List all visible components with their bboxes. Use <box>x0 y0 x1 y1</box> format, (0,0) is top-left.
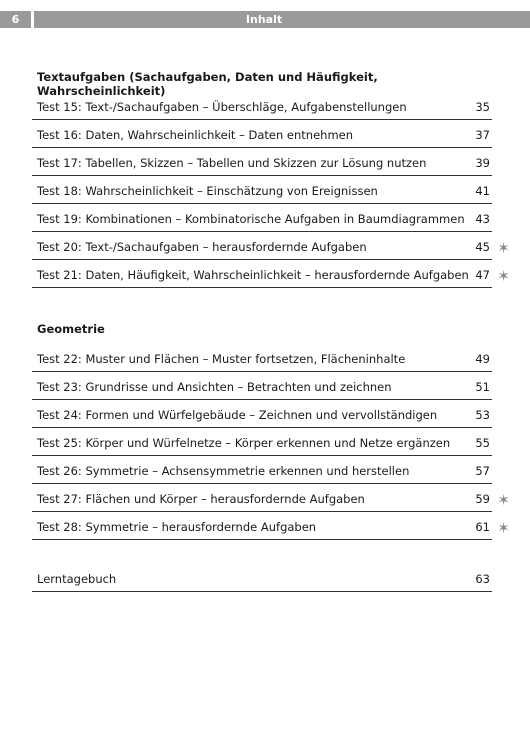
toc-entry-page: 51 <box>475 380 490 394</box>
toc-entry-page: 41 <box>475 184 490 198</box>
toc-entry-label: Lerntagebuch <box>37 572 117 586</box>
toc-entry-test-28[interactable] <box>32 512 510 540</box>
toc-entry-label: Test 21: Daten, Häufigkeit, Wahrscheinlichkeit – herausfordernde Aufgaben <box>37 268 469 282</box>
toc-entry-page: 55 <box>475 436 490 450</box>
header-title: Inhalt <box>245 13 283 26</box>
toc-entry-label: Test 20: Text-/Sachaufgaben – herausfordernde Aufgaben <box>37 240 367 254</box>
toc-entry-test-26[interactable] <box>32 456 492 484</box>
toc-entry-page: 35 <box>475 100 490 114</box>
toc-entry-lerntagebuch[interactable] <box>32 564 492 592</box>
toc-entry-page: 59 <box>475 492 490 506</box>
toc-entry-test-23[interactable] <box>32 372 492 400</box>
page-number: 6 <box>0 11 31 28</box>
toc-entry-page: 43 <box>475 212 490 226</box>
toc-entry-test-17[interactable] <box>32 148 492 176</box>
section-geometrie <box>32 322 510 540</box>
toc-entry-label: Test 25: Körper und Würfelnetze – Körper erkennen und Netze ergänzen <box>37 436 451 450</box>
toc-entry-label: Test 28: Symmetrie – herausfordernde Aufgaben <box>37 520 317 534</box>
star-icon: ✶ <box>497 239 510 257</box>
toc-entry-test-21[interactable] <box>32 260 510 288</box>
toc-entry-page: 45 <box>475 240 490 254</box>
toc-entry-label: Test 16: Daten, Wahrscheinlichkeit – Daten entnehmen <box>37 128 354 142</box>
toc-entry-page: 57 <box>475 464 490 478</box>
toc-entry-test-20[interactable] <box>32 232 510 260</box>
toc-entry-test-19[interactable] <box>32 204 492 232</box>
toc-entry-label: Test 26: Symmetrie – Achsensymmetrie erkennen und herstellen <box>37 464 410 478</box>
toc-entry-page: 49 <box>475 352 490 366</box>
toc-entry-test-18[interactable] <box>32 176 492 204</box>
toc-entry-test-24[interactable] <box>32 400 492 428</box>
divider <box>32 591 492 592</box>
divider <box>32 287 492 288</box>
star-icon: ✶ <box>497 491 510 509</box>
toc-entry-page: 63 <box>475 572 490 586</box>
section-heading: Textaufgaben (Sachaufgaben, Daten und Häufigkeit, Wahrscheinlichkeit) <box>37 70 378 98</box>
toc-entry-page: 53 <box>475 408 490 422</box>
toc-entry-label: Test 19: Kombinationen – Kombinatorische Aufgaben in Baumdiagrammen <box>37 212 465 226</box>
toc-entry-label: Test 23: Grundrisse und Ansichten – Betrachten und zeichnen <box>37 380 392 394</box>
toc-entry-label: Test 27: Flächen und Körper – herausfordernde Aufgaben <box>37 492 365 506</box>
page-header <box>0 11 530 28</box>
divider <box>32 539 492 540</box>
toc-entry-label: Test 17: Tabellen, Skizzen – Tabellen und Skizzen zur Lösung nutzen <box>37 156 427 170</box>
section-heading: Geometrie <box>37 322 105 336</box>
star-icon: ✶ <box>497 519 510 537</box>
section-textaufgaben <box>32 70 510 288</box>
section-lerntagebuch <box>32 564 492 592</box>
toc-entry-test-27[interactable] <box>32 484 510 512</box>
toc-entry-test-25[interactable] <box>32 428 492 456</box>
header-bar <box>34 11 530 28</box>
toc-entry-label: Test 18: Wahrscheinlichkeit – Einschätzung von Ereignissen <box>37 184 378 198</box>
toc-entry-label: Test 22: Muster und Flächen – Muster fortsetzen, Flächeninhalte <box>37 352 406 366</box>
toc-entry-page: 61 <box>475 520 490 534</box>
toc-entry-test-22[interactable] <box>32 344 492 372</box>
star-icon: ✶ <box>497 267 510 285</box>
toc-entry-label: Test 15: Text-/Sachaufgaben – Überschläge, Aufgabenstellungen <box>37 100 407 114</box>
toc-entry-test-16[interactable] <box>32 120 492 148</box>
toc-entry-test-15[interactable] <box>32 92 492 120</box>
toc-entry-page: 47 <box>475 268 490 282</box>
toc-entry-page: 39 <box>475 156 490 170</box>
toc-entry-page: 37 <box>475 128 490 142</box>
toc-entry-label: Test 24: Formen und Würfelgebäude – Zeichnen und vervollständigen <box>37 408 438 422</box>
